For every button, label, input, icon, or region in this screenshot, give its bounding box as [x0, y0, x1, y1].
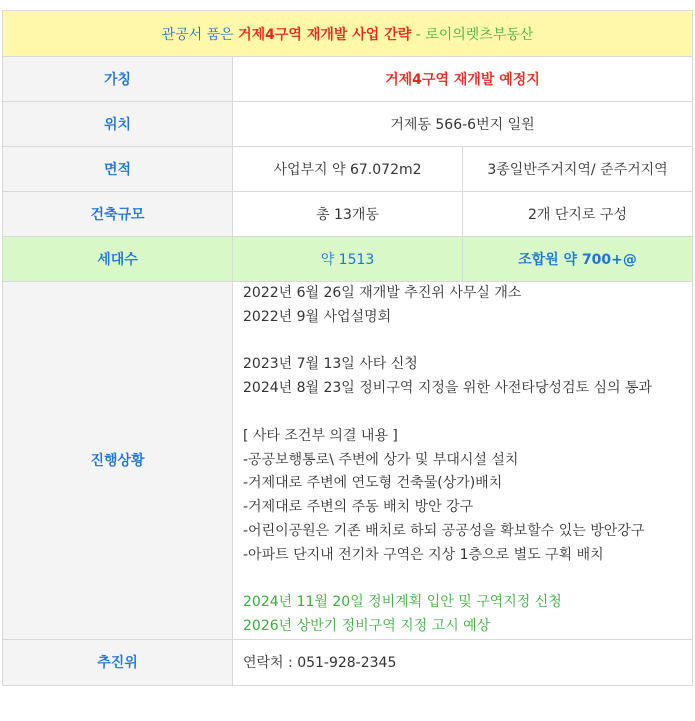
progress-line: [ 사타 조건부 의결 내용 ]: [243, 427, 398, 444]
progress-line-upcoming: 2024년 11월 20일 정비계획 입안 및 구역지정 신청: [243, 594, 562, 611]
value-households-members: 조합원 약 700+@: [463, 237, 693, 282]
progress-line: -거제대로 주변의 주동 배치 방안 강구: [243, 499, 474, 516]
progress-line: -공공보행통로\ 주변에 상가 및 부대시설 설치: [243, 451, 519, 468]
value-scale-complexes: 2개 단지로 구성: [463, 192, 693, 237]
row-area: [3, 147, 693, 192]
header-row: [3, 11, 693, 57]
header-title-highlight: 거제4구역 재개발 사업 간략: [238, 26, 412, 43]
value-committee-contact: 연락처 : 051-928-2345: [233, 639, 693, 685]
label-households: 세대수: [3, 237, 233, 282]
progress-spacer: [243, 401, 682, 425]
header-title: [3, 11, 693, 57]
progress-line-upcoming: 2026년 상반기 정비구역 지정 고시 예상: [243, 618, 491, 635]
row-households: [3, 237, 693, 282]
value-name: 거제4구역 재개발 예정지: [233, 57, 693, 102]
row-name: [3, 57, 693, 102]
progress-line: 2022년 6월 26일 재개발 추진위 사무실 개소: [243, 285, 522, 301]
progress-line: 2022년 9월 사업설명회: [243, 308, 392, 325]
row-progress: [3, 282, 693, 640]
progress-line: 2023년 7월 13일 사타 신청: [243, 356, 418, 373]
row-scale: [3, 192, 693, 237]
label-name: 가칭: [3, 57, 233, 102]
row-committee: [3, 639, 693, 685]
progress-spacer: [243, 568, 682, 592]
value-progress: [233, 282, 693, 640]
value-scale-buildings: 총 13개동: [233, 192, 463, 237]
header-title-prefix: 관공서 품은: [161, 26, 239, 43]
progress-line: -거제대로 주변에 연도형 건축물(상가)배치: [243, 475, 503, 492]
header-title-suffix: - 로이의렛츠부동산: [411, 26, 534, 43]
value-area-site: 사업부지 약 67.072m2: [233, 147, 463, 192]
progress-line: 2024년 8월 23일 정비구역 지정을 위한 사전타당성검토 심의 통과: [243, 380, 653, 397]
label-location: 위치: [3, 102, 233, 147]
progress-line: -아파트 단지내 전기차 구역은 지상 1층으로 별도 구획 배치: [243, 546, 604, 563]
progress-spacer: [243, 330, 682, 354]
value-area-zoning: 3종일반주거지역/ 준주거지역: [463, 147, 693, 192]
label-area: 면적: [3, 147, 233, 192]
project-summary-table: [2, 10, 693, 686]
label-scale: 건축규모: [3, 192, 233, 237]
row-location: [3, 102, 693, 147]
value-location: 거제동 566-6번지 일원: [233, 102, 693, 147]
label-progress: 진행상황: [3, 282, 233, 640]
progress-line: -어린이공원은 기존 배치로 하되 공공성을 확보할수 있는 방안강구: [243, 522, 645, 539]
label-committee: 추진위: [3, 639, 233, 685]
value-households-total: 약 1513: [233, 237, 463, 282]
